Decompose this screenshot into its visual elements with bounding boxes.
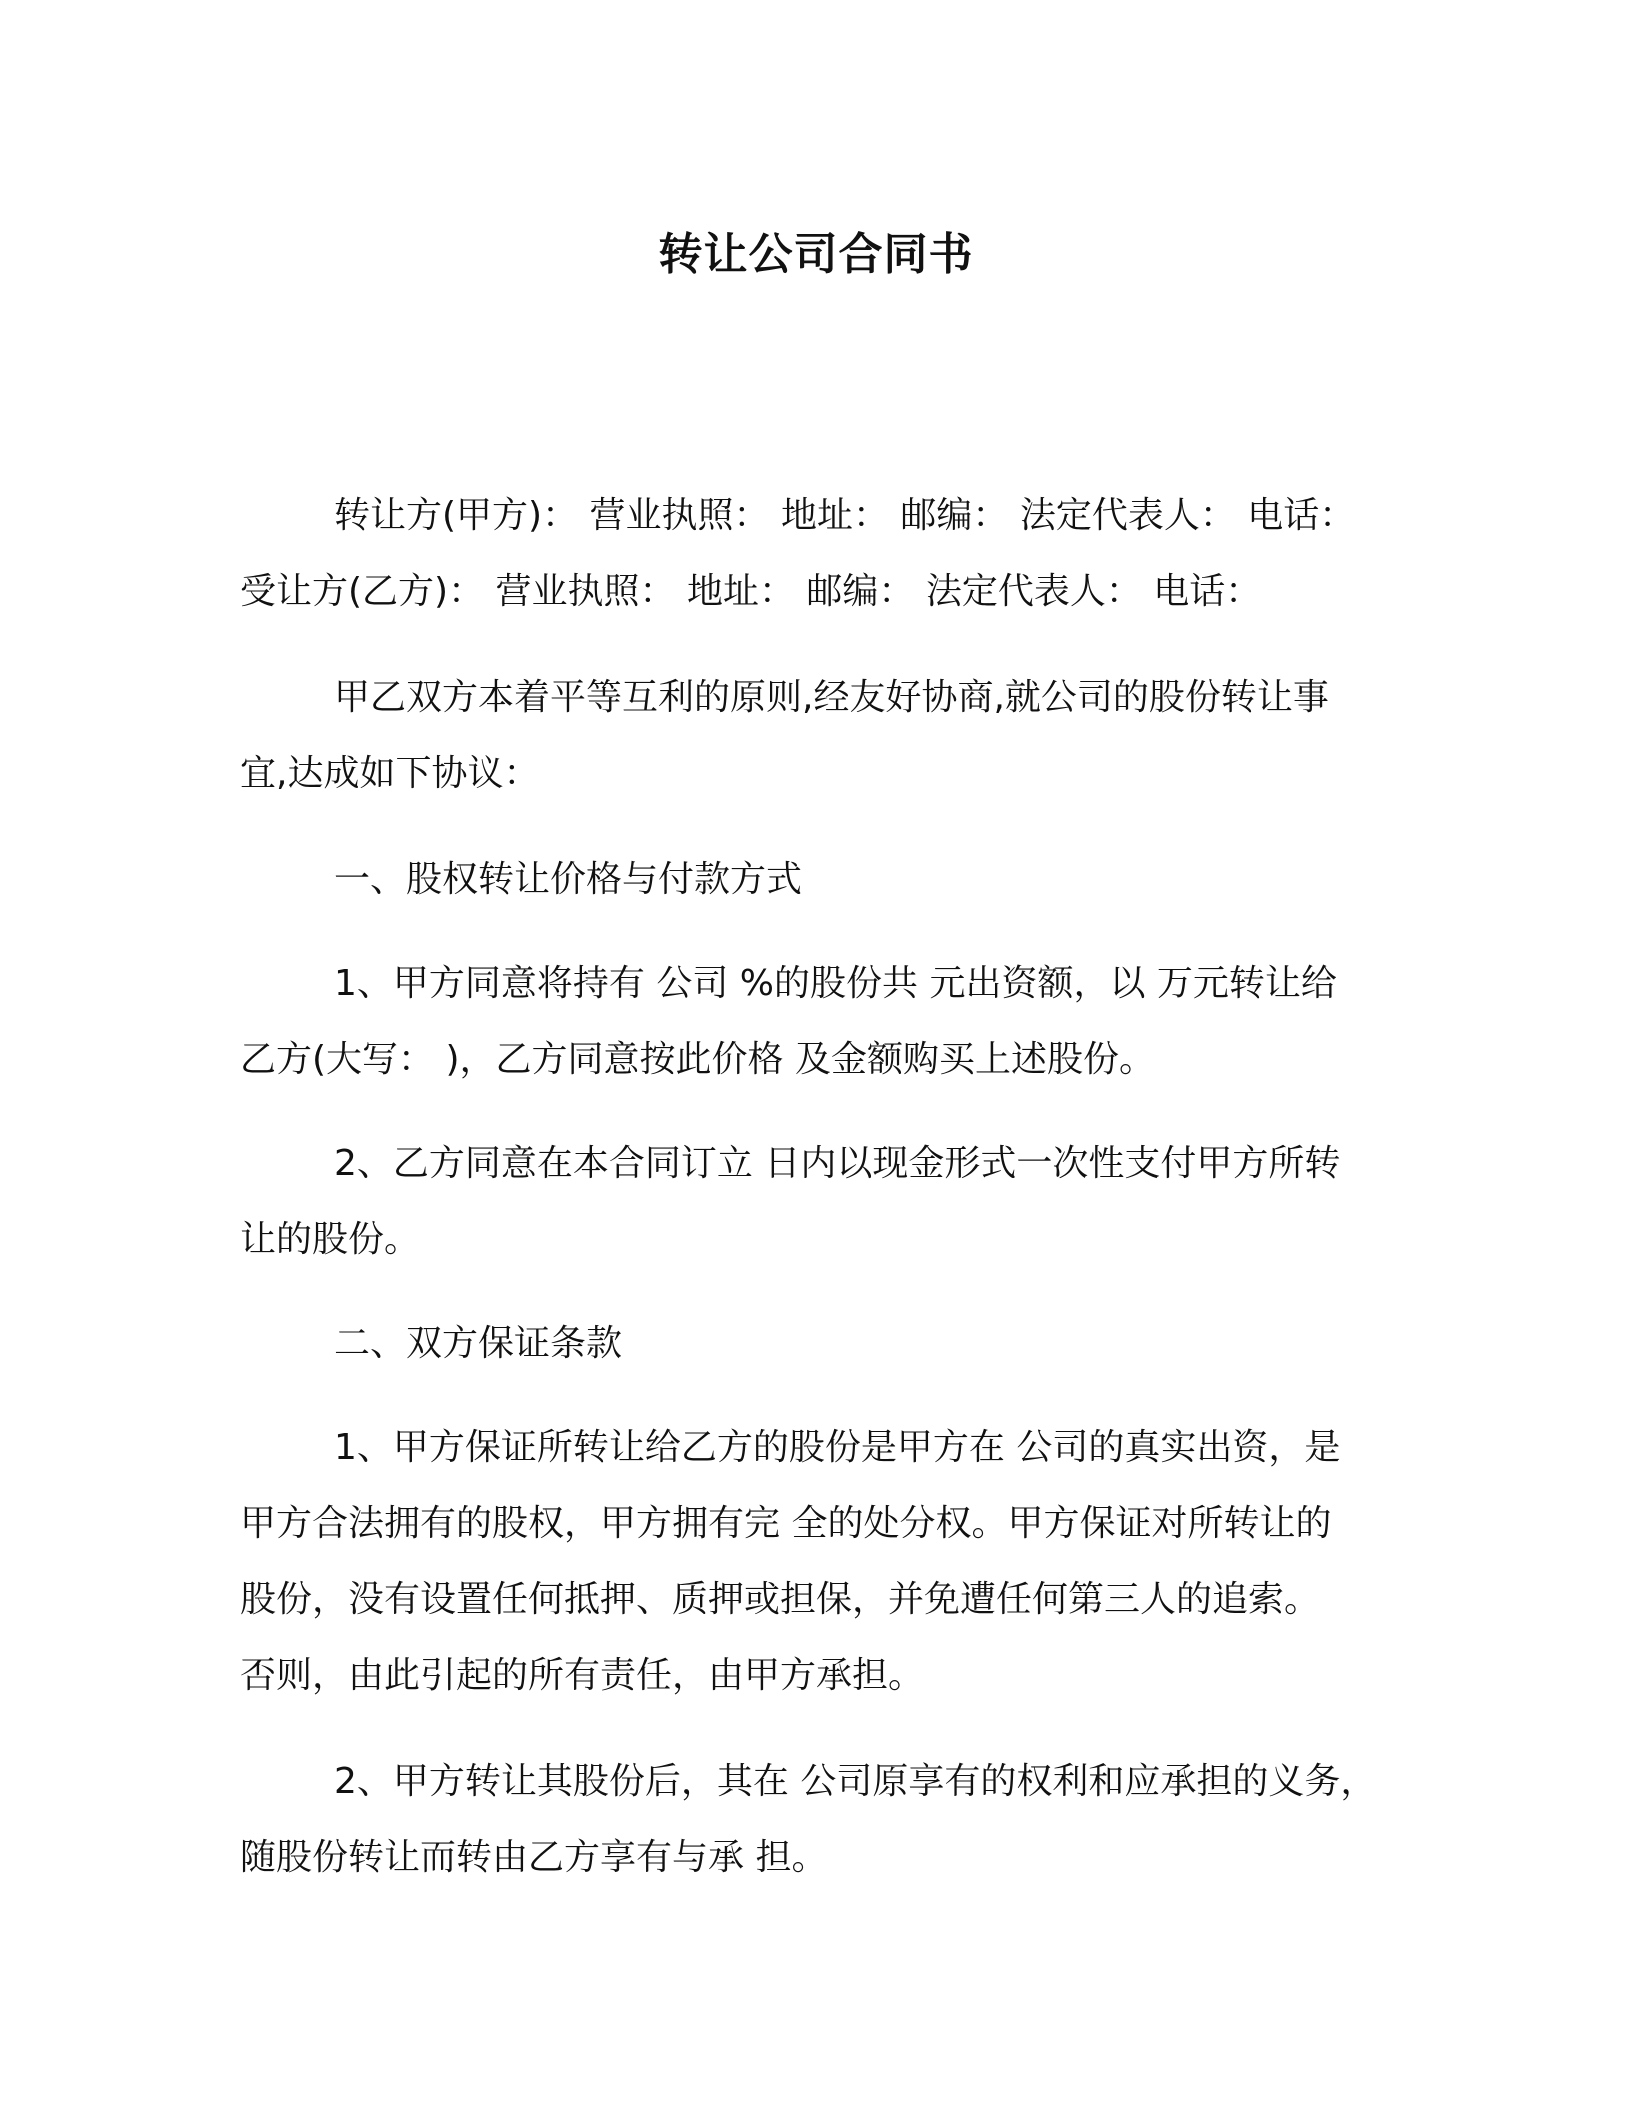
section1-heading xyxy=(240,842,1400,918)
section2-clause1-line-1: 1、甲方保证所转让给乙方的股份是甲方在 公司的真实出资，是 xyxy=(334,1427,1341,1468)
preamble-line-2: 宜,达成如下协议： xyxy=(240,753,540,794)
section1-clause2-line-2: 让的股份。 xyxy=(240,1219,421,1260)
section2-heading xyxy=(240,1306,1400,1382)
party-b-line: 受让方(乙方)： 营业执照： 地址： 邮编： 法定代表人： 电话： xyxy=(240,571,1262,612)
section2-clause1-line-3: 股份，没有设置任何抵押、质押或担保，并免遭任何第三人的追索。 xyxy=(240,1579,1321,1620)
section2-clause2-line-1: 2、甲方转让其股份后，其在 公司原享有的权利和应承担的义务， xyxy=(334,1761,1377,1802)
section2-clause2 xyxy=(240,1744,1400,1896)
party-a-line: 转让方(甲方)： 营业执照： 地址： 邮编： 法定代表人： 电话： xyxy=(334,495,1356,536)
section1-clause2 xyxy=(240,1126,1400,1278)
document-title: 转让公司合同书 xyxy=(658,229,974,280)
section2-heading-text: 二、双方保证条款 xyxy=(334,1323,623,1364)
preamble-paragraph xyxy=(240,660,1400,812)
section1-clause2-line-1: 2、乙方同意在本合同订立 日内以现金形式一次性支付甲方所转 xyxy=(334,1143,1341,1184)
section1-heading-text: 一、股权转让价格与付款方式 xyxy=(334,859,803,900)
section1-clause1-line-1: 1、甲方同意将持有 公司 %的股份共 元出资额，以 万元转让给 xyxy=(334,963,1337,1004)
section2-clause1 xyxy=(240,1410,1400,1714)
parties-block xyxy=(240,478,1400,630)
preamble-line-1: 甲乙双方本着平等互利的原则,经友好协商,就公司的股份转让事 xyxy=(334,677,1329,718)
section1-clause1 xyxy=(240,946,1400,1098)
section2-clause2-line-2: 随股份转让而转由乙方享有与承 担。 xyxy=(240,1837,828,1878)
section2-clause1-line-2: 甲方合法拥有的股权，甲方拥有完 全的处分权。甲方保证对所转让的 xyxy=(240,1503,1332,1544)
section2-clause1-line-4: 否则，由此引起的所有责任，由甲方承担。 xyxy=(240,1655,925,1696)
section1-clause1-line-2: 乙方(大写： )，乙方同意按此价格 及金额购买上述股份。 xyxy=(240,1039,1155,1080)
